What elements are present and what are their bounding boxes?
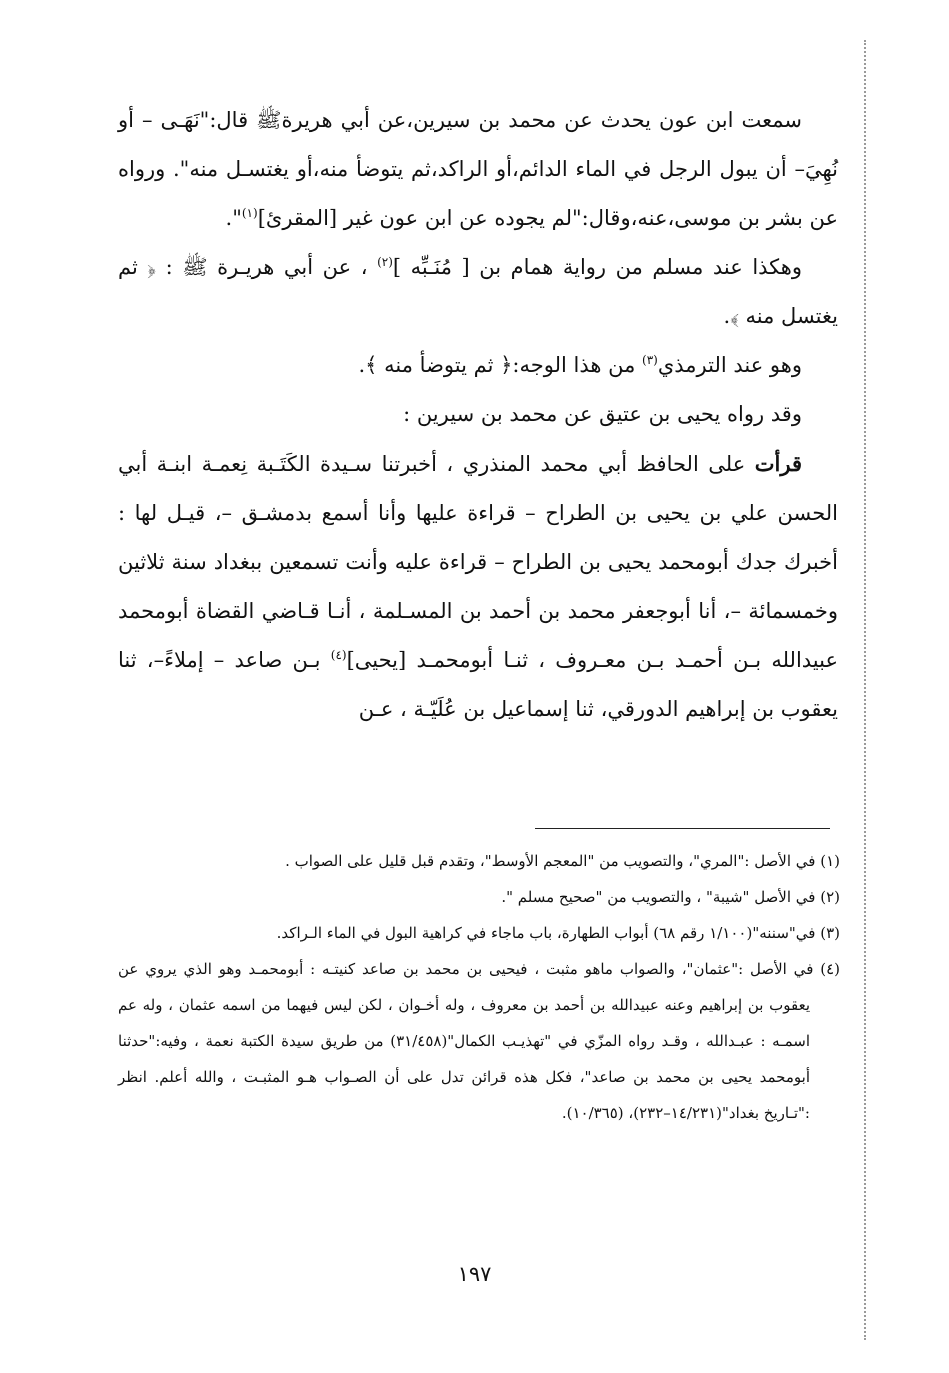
paragraph-2-text: وهكذا عند مسلم من رواية همام بن [ مُنَـبِّه ] [392,255,802,279]
paragraph-3 [118,341,838,390]
footnote-ref-2[interactable]: (٢) [377,255,393,269]
footnote-3: (٣) في"سننه"(١/١٠٠ رقم ٦٨) أبواب الطهارة، باب ماجاء في كراهية البول في الماء الـراكد. [276,924,840,942]
paragraph-1-tail: ". [225,206,242,230]
paragraph-3-text: وهو عند الترمذي [657,353,802,377]
footnote-2: (٢) في الأصل "شيبة" ، والتصويب من "صحيح مسلم ". [501,888,840,906]
paragraph-1 [118,96,838,243]
page-number: ١٩٧ [457,1262,492,1286]
footnotes [118,843,840,1131]
footnote-separator [535,828,830,829]
paragraph-5-text: على الحافظ أبي محمد المنذري ، أخبرتنا سـيدة الكَتَـبة نِعمـة ابنـة أبي الحسن علي بن يحيى بن الطراح – قراءة عليها وأنا أسمع بدمشـق –، قيـل لها : أخبرك جدك أبومحمد يحيى بن الطراح – قراءة عليه وأنت تسمعين ببغداد سنة ثلاثين وخمسمائة –، أنا أبوجعفر محمد بن أحمد بن المسـلمة ، أنـا قـاضي القضاة أبومحمد عبيدالله بـن أحمـد بـن معـروف ، ثنـا أبومحمـد [يحيى] [118,452,839,672]
paragraph-5 [118,439,838,734]
page-binding-edge [864,40,866,1340]
footnote-ref-3[interactable]: (٣) [642,353,658,367]
paragraph-3-tail: من هذا الوجه:﴿ ثم يتوضأ منه ﴾. [358,353,642,377]
footnote-4: (٤) في الأصل :"عثمان"، والصواب ماهو مثبت ، فيحيى بن محمد بن صاعد كنيتـه : أبومحمـد وهو الذي يروي عن يعقوب بن إبراهيم وعنه عبيدالله بن أحمد بن معروف ، وله أخـوان ، لكن ليس فيهما من اسمه عثمان ، وله عم اسمـه : عبـدالله ، وقـد رواه المزّي في "تهذيـب الكمال"(٣١/٤٥٨) من طريق سيدة الكتبة نعمة ، وفيه:"حدثنا أبومحمد يحيى بن محمد بن صاعد"، فكل هذه قرائن تدل على أن الصـواب هـو المثبـت ، والله أعلم. انظر :"تـاريخ بغداد"(١٤/٢٣١–٢٣٢)، (١٠/٣٦٥). [118,960,840,1122]
paragraph-1-text: سمعت ابن عون يحدث عن محمد بن سيرين،عن أبي هريرةﷺ قال:"نَهَـى – أو نُهِيَ– أن يبول الرجل في الماء الدائم،أو الراكد،ثم يتوضأ منه،أو يغتسـل منه". ورواه عن بشر بن موسى،عنه،وقال:"لم يجوده عن ابن عون غير [المقرئ] [118,108,838,230]
footnote-ref-1[interactable]: (١) [241,206,258,220]
paragraph-5-tail: بـن صاعد – إملاءً–، ثنا يعقوب بن إبراهيم الدورقي، ثنا إسماعيل بن عُلَيّـة ، عـن [118,648,838,721]
main-text [118,96,838,734]
footnote-1: (١) في الأصل :"المري"، والتصويب من "المعجم الأوسط"، وتقدم قبل قليل على الصواب . [285,852,840,870]
paragraph-2-tail: ، عن أبي هريـرة ﷺ : ﴿ ثم يغتسل منه ﴾. [118,255,838,328]
paragraph-4: وقد رواه يحيى بن عتيق عن محمد بن سيرين : [403,402,802,426]
paragraph-2 [118,243,838,341]
footnote-ref-4[interactable]: (٤) [330,648,347,662]
paragraph-5-lead-word: قرأت [754,451,802,476]
